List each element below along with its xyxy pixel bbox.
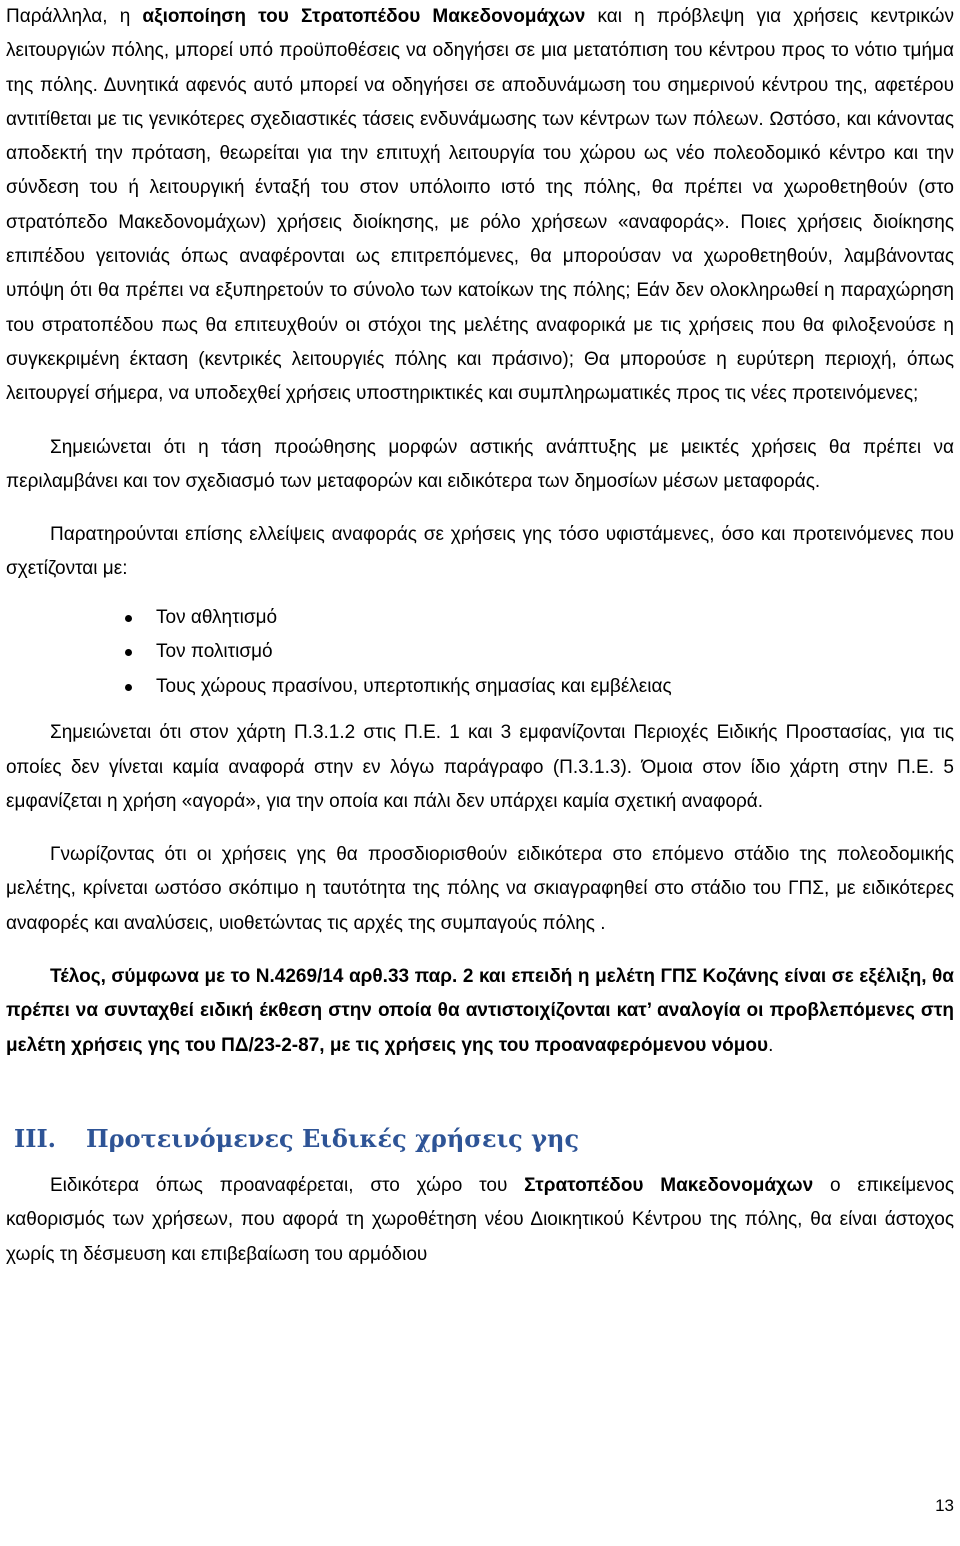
paragraph-1-text-a: Παράλληλα, η [6, 6, 143, 27]
paragraph-1 [6, 0, 954, 412]
bullet-icon [125, 684, 132, 691]
list-item [6, 601, 954, 636]
paragraph-6 [6, 960, 954, 1063]
list-item [6, 635, 954, 670]
paragraph-2: Σημειώνεται ότι η τάση προώθησης μορφών αστικής ανάπτυξης με μεικτές χρήσεις θα πρέπει να περιλαμβάνει και τον σχεδιασμό των μεταφορών και ειδικότερα των δημοσίων μέσων μεταφοράς. [6, 436, 954, 492]
paragraph-7-text-b: ο επικείμενος καθορισμός των χρήσεων, που αφορά τη χωροθέτηση νέου Διοικητικού Κέντρου της πόλης, θα είναι άστοχος χωρίς τη δέσμευση και επιβεβαίωση του αρμόδιου [6, 1174, 954, 1265]
paragraph-6-bold: Τέλος, σύμφωνα με το Ν.4269/14 αρθ.33 παρ. 2 και επειδή η μελέτη ΓΠΣ Κοζάνης είναι σε εξέλιξη, θα πρέπει να συνταχθεί ειδική έκθεση στην οποία θα αντιστοιχίζονται κατ’ αναλογία οι προβλεπόμενες στη μελέτη χρήσεις γης του ΠΔ/23-2-87, με τις χρήσεις γης του προαναφερόμενου νόμου [6, 966, 954, 1056]
bullet-icon [125, 615, 132, 622]
list-item-text: Τον αθλητισμό [156, 606, 278, 628]
paragraph-4: Σημειώνεται ότι στον χάρτη Π.3.1.2 στις Π.Ε. 1 και 3 εμφανίζονται Περιοχές Ειδικής Προστασίας, για τις οποίες δεν γίνεται καμία αναφορά στην εν λόγω παράγραφο (Π.3.1.3). Όμοια στον ίδιο χάρτη στην Π.Ε. 5 εμφανίζεται η χρήση «αγορά», για την οποία και πάλι δεν υπάρχει καμία σχετική αναφορά. [6, 722, 954, 812]
paragraph-7-bold: Στρατοπέδου Μακεδονομάχων [524, 1174, 814, 1196]
paragraph-1-text-b: και η πρόβλεψη για χρήσεις κεντρικών λειτουργιών πόλης, μπορεί υπό προϋποθέσεις να οδηγήσει σε μια μετατόπιση του κέντρου προς το νότιο τμήμα της πόλης. Δυνητικά αφενός αυτό μπορεί να οδηγήσει σε αποδυνάμωση του σημερινού κέντρου της, αφετέρου αντιτίθεται με τις γενικότερες σχεδιαστικές τάσεις ενδυνάμωσης των κέντρων των πόλεων. Ωστόσο, και κάνοντας αποδεκτή την πρόταση, θεωρείται για την επιτυχή λειτουργία του χώρου ως νέο πολεοδομικό κέντρο και την σύνδεση του ή λειτουργική ένταξή του στον υπόλοιπο ιστό της πόλης, θα πρέπει να χωροθετηθούν (στο στρατόπεδο Μακεδονομάχων) χρήσεις διοίκησης, με ρόλο χρήσεων «αναφοράς». Ποιες χρήσεις διοίκησης επιπέδου γειτονιάς όπως αναφέρονται ως επιτρεπόμενες, θα μπορούσαν να χωροθετηθούν, λαμβάνοντας υπόψη ότι θα πρέπει να εξυπηρετούν το σύνολο των κατοίκων της πόλης; Εάν δεν ολοκληρωθεί η παραχώρηση του στρατοπέδου πως θα επιτευχθούν οι στόχοι της μελέτης αναφορικά με τις χρήσεις που θα φιλοξενούσε η συγκεκριμένη έκταση (κεντρικές λειτουργιές πόλης και πράσινο); Θα μπορούσε η ευρύτερη περιοχή, όπως λειτουργεί σήμερα, να υποδεχθεί χρήσεις υποστηρικτικές και συμπληρωματικές προς τις νέες προτεινόμενες; [6, 6, 954, 405]
paragraph-7-text-a: Ειδικότερα όπως προαναφέρεται, στο χώρο του [50, 1174, 525, 1196]
bullet-icon [125, 649, 132, 656]
paragraph-3: Παρατηρούνται επίσης ελλείψεις αναφοράς σε χρήσεις γης τόσο υφιστάμενες, όσο και προτεινόμενες που σχετίζονται με: [6, 524, 954, 580]
paragraph-6-text: . [768, 1034, 774, 1056]
paragraph-1-bold: αξιοποίηση του Στρατοπέδου Μακεδονομάχων [142, 6, 586, 27]
paragraph-7 [6, 1169, 954, 1272]
section-title: Προτεινόμενες Ειδικές χρήσεις γης [86, 1123, 580, 1153]
paragraph-5: Γνωρίζοντας ότι οι χρήσεις γης θα προσδιορισθούν ειδικότερα στο επόμενο στάδιο της πολεοδομικής μελέτης, κρίνεται ωστόσο σκόπιμο η ταυτότητα της πόλης να σκιαγραφηθεί στο στάδιο του ΓΠΣ, με ειδικότερες αναφορές και αναλύσεις, υιοθετώντας τις αρχές της συμπαγούς πόλης . [6, 844, 954, 934]
section-number: III. [14, 1123, 57, 1153]
list-item [6, 670, 954, 705]
section-heading [6, 1119, 954, 1159]
list-item-text: Τους χώρους πρασίνου, υπερτοπικής σημασίας και εμβέλειας [156, 675, 672, 697]
bullet-list [6, 601, 954, 705]
list-item-text: Τον πολιτισμό [156, 641, 273, 663]
page-number: 13 [935, 1496, 954, 1515]
